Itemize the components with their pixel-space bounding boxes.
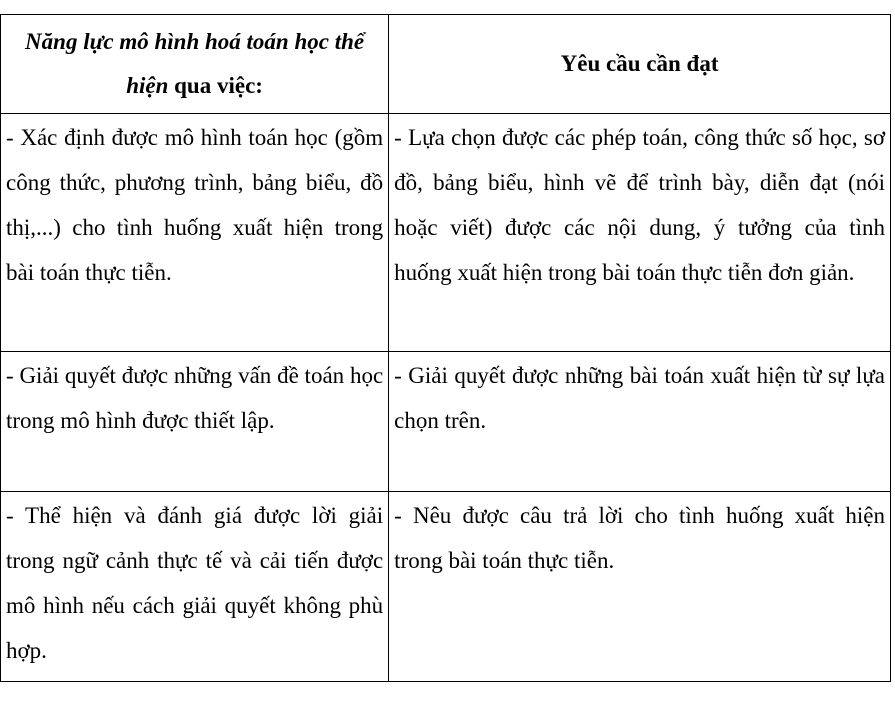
requirement-cell [389, 114, 891, 352]
header-competency [1, 15, 389, 114]
table-row [1, 492, 891, 682]
table-header-row [1, 15, 891, 114]
competency-cell [1, 114, 389, 352]
header-requirements [389, 15, 891, 114]
competency-cell [1, 352, 389, 492]
table-row [1, 114, 891, 352]
competency-text: - Thể hiện và đánh giá được lời giải trong ngữ cảnh thực tế và cải tiến được mô hình nếu cách giải quyết không phù hợp. [6, 503, 384, 663]
header-competency-italic: Năng lực mô hình hoá toán học thể hiện [25, 29, 365, 98]
competency-cell [1, 492, 389, 682]
competency-table [0, 14, 891, 682]
requirement-text: - Giải quyết được những bài toán xuất hiện từ sự lựa chọn trên. [394, 363, 885, 433]
requirement-text: - Lựa chọn được các phép toán, công thức số học, sơ đồ, bảng biểu, hình vẽ để trình bày, diễn đạt (nói hoặc viết) được các nội dung, ý tưởng của tình huống xuất hiện trong bài toán thực tiễn đơn giản. [394, 125, 885, 285]
competency-text: - Xác định được mô hình toán học (gồm công thức, phương trình, bảng biểu, đồ thị,...) cho tình huống xuất hiện trong bài toán thực tiễn. [6, 125, 384, 285]
table-row [1, 352, 891, 492]
requirement-cell [389, 492, 891, 682]
requirement-cell [389, 352, 891, 492]
requirement-text: - Nêu được câu trả lời cho tình huống xuất hiện trong bài toán thực tiễn. [394, 503, 885, 573]
competency-text: - Giải quyết được những vấn đề toán học trong mô hình được thiết lập. [6, 363, 384, 433]
header-competency-bold: qua việc: [174, 73, 263, 98]
header-requirements-label: Yêu cầu cần đạt [560, 51, 719, 76]
